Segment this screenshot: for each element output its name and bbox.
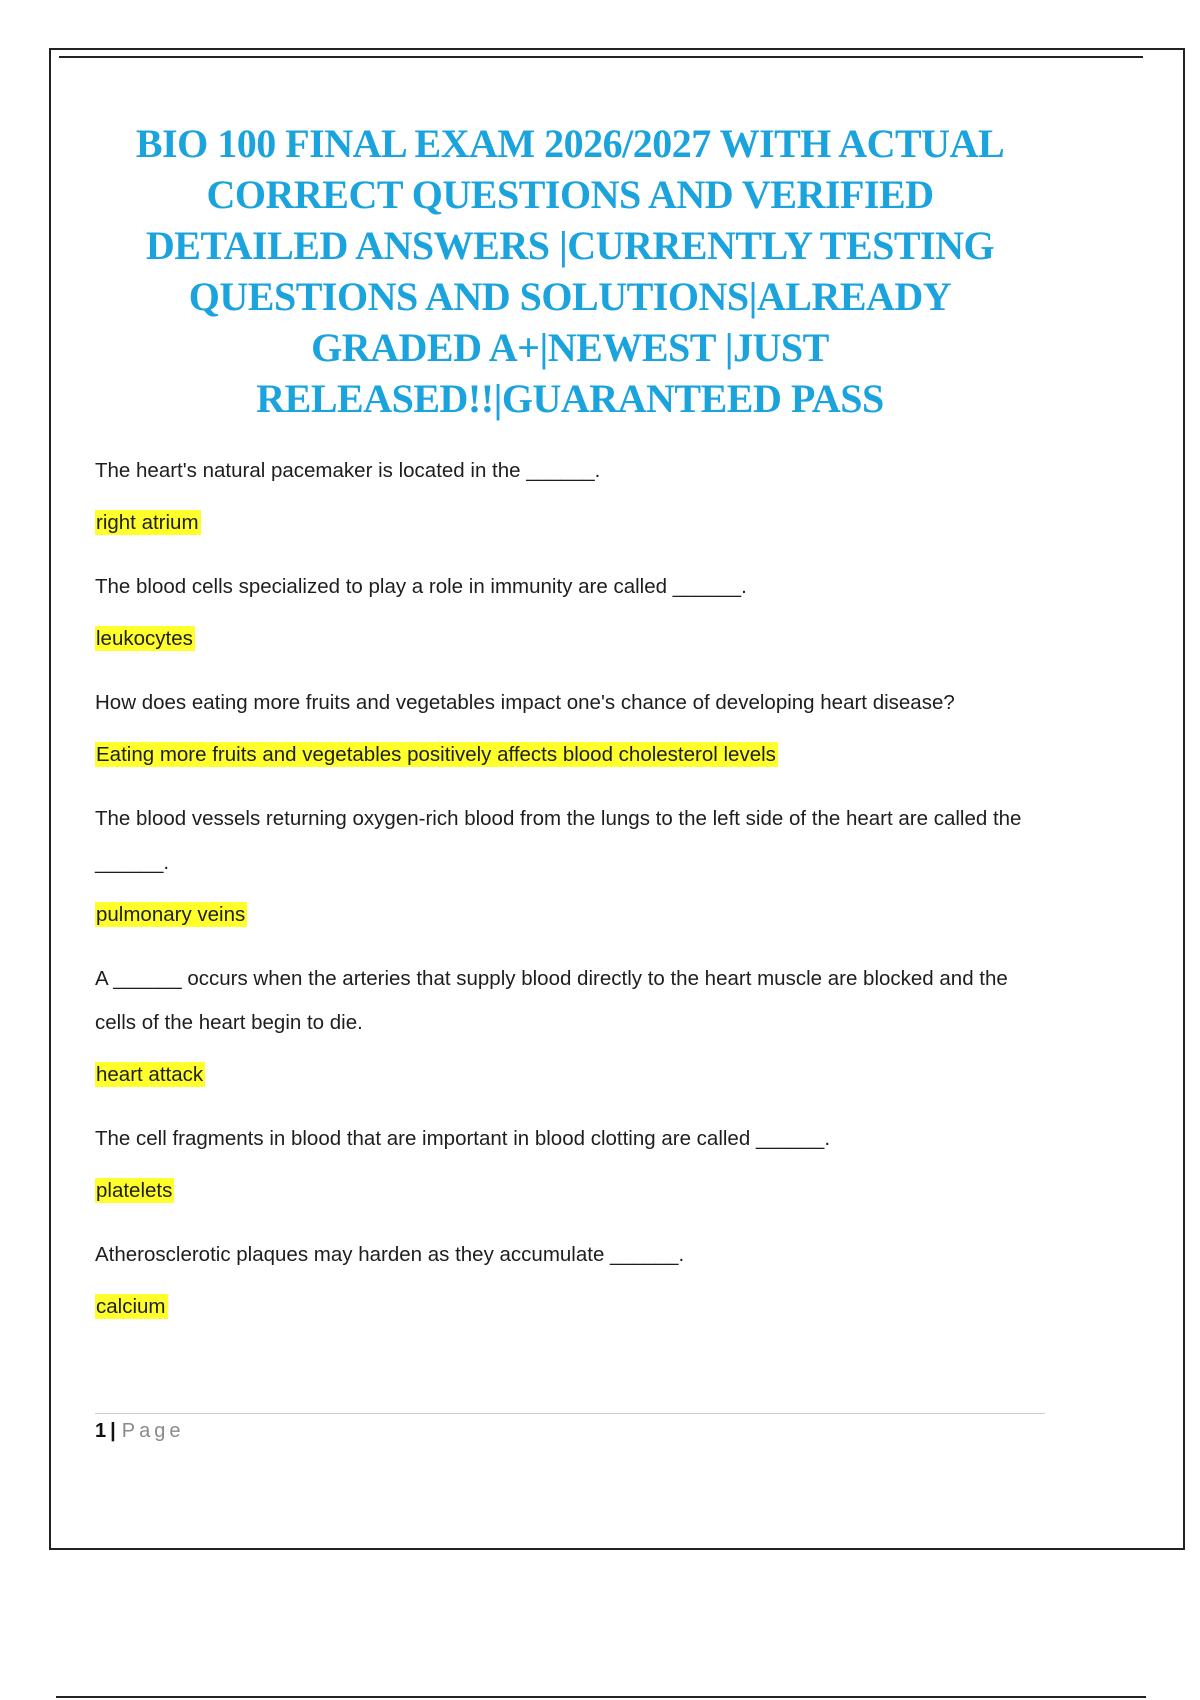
answer-highlight: calcium: [96, 1295, 166, 1318]
top-divider: [59, 56, 1143, 58]
page-separator: |: [110, 1420, 116, 1442]
qa-list: [95, 449, 1045, 1321]
question-text: The blood vessels returning oxygen-rich blood from the lungs to the left side of the heart are called the ______.: [95, 807, 1022, 874]
answer-text: [95, 509, 1045, 537]
document-content: [95, 118, 1045, 1349]
page-number: 1: [95, 1420, 107, 1442]
answer-text: [95, 901, 1045, 929]
answer-highlight: heart attack: [96, 1063, 204, 1086]
answer-text: [95, 625, 1045, 653]
answer-highlight: right atrium: [96, 511, 199, 534]
title-line: GRADED A+|NEWEST |JUST: [311, 325, 829, 370]
answer-highlight: leukocytes: [96, 627, 193, 650]
title-line: QUESTIONS AND SOLUTIONS|ALREADY: [188, 274, 952, 319]
question-text: A ______ occurs when the arteries that supply blood directly to the heart muscle are blocked and the cells of the heart begin to die.: [95, 967, 1008, 1034]
title-line: CORRECT QUESTIONS AND VERIFIED: [206, 172, 934, 217]
answer-text: [95, 1293, 1045, 1321]
answer-highlight: pulmonary veins: [96, 903, 246, 926]
answer-highlight: Eating more fruits and vegetables positively affects blood cholesterol levels: [96, 743, 776, 766]
page-label: Page: [121, 1420, 185, 1442]
question-text: The cell fragments in blood that are important in blood clotting are called ______.: [95, 1127, 831, 1150]
question-text: How does eating more fruits and vegetables impact one's chance of developing heart disease?: [95, 691, 955, 714]
answer-text: [95, 1061, 1045, 1089]
answer-highlight: platelets: [96, 1179, 173, 1202]
title-line: BIO 100 FINAL EXAM 2026/2027 WITH ACTUAL: [135, 121, 1005, 166]
answer-text: [95, 1177, 1045, 1205]
question-text: The blood cells specialized to play a role in immunity are called ______.: [95, 575, 747, 598]
bottom-divider: [56, 1696, 1146, 1698]
document-title: [95, 118, 1045, 424]
page-footer: [95, 1413, 1045, 1443]
title-line: RELEASED!!|GUARANTEED PASS: [256, 376, 884, 421]
question-text: The heart's natural pacemaker is located in the ______.: [95, 459, 601, 482]
title-line: DETAILED ANSWERS |CURRENTLY TESTING: [145, 223, 995, 268]
answer-text: [95, 741, 1045, 769]
question-text: Atherosclerotic plaques may harden as they accumulate ______.: [95, 1243, 685, 1266]
